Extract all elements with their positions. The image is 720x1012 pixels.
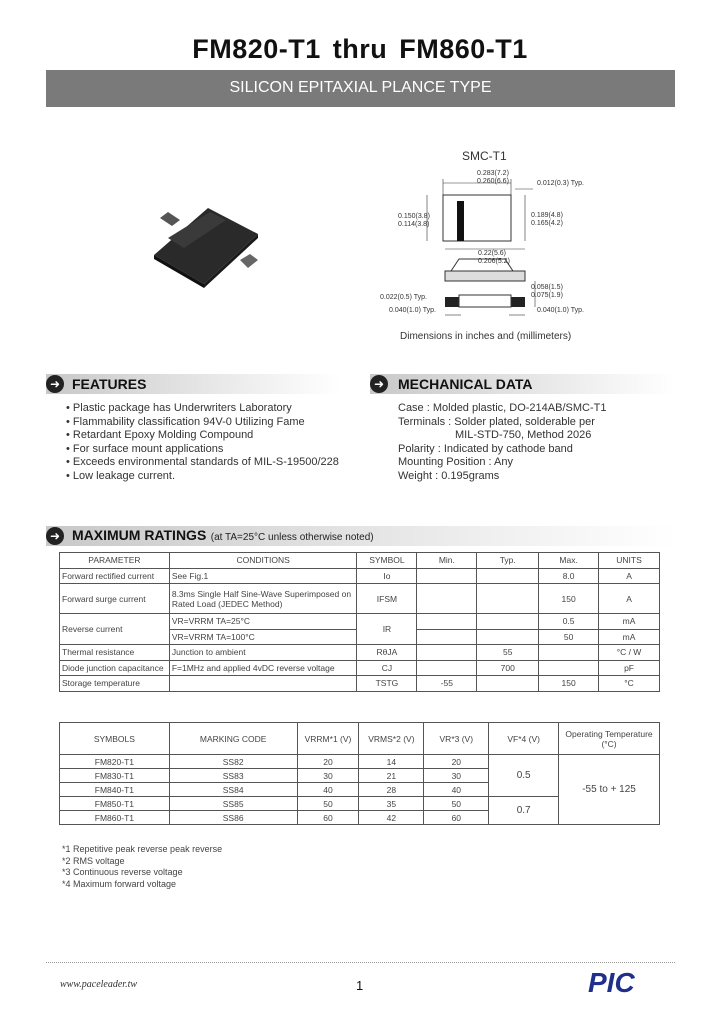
table-row: FM820-T1 SS82 20 14 20 0.5 -55 to + 125 [60, 755, 660, 769]
table-header: SYMBOLS [60, 723, 170, 755]
feature-item: • Flammability classification 94V-0 Utilizing Fame [66, 415, 305, 428]
table-row: Forward rectified current See Fig.1 Io 8.0 A [60, 568, 660, 584]
dim-top-width-max: 0.283(7.2) [477, 170, 509, 177]
mechanical-list [398, 402, 678, 483]
table-row: Diode junction capacitance F=1MHz and applied 4vDC reverse voltage CJ 700 pF [60, 660, 660, 676]
op-temp: -55 to + 125 [559, 755, 660, 825]
feature-item: • Exceeds environmental standards of MIL-S-19500/228 [66, 456, 339, 468]
footer-url[interactable]: www.paceleader.tw [60, 979, 138, 990]
vf-group-1: 0.5 [489, 755, 559, 797]
arrow-circle-icon: ➜ [370, 375, 388, 393]
table-header: UNITS [599, 553, 660, 569]
footnotes [62, 844, 222, 890]
dim-top-width-min: 0.260(6.6) [477, 178, 509, 185]
features-list [66, 402, 356, 483]
table-row: FM830-T1 SS83 30 21 30 [60, 769, 660, 783]
table-header-row [60, 723, 660, 755]
table-row: FM840-T1 SS84 40 28 40 [60, 783, 660, 797]
ratings-table [59, 552, 660, 692]
table-header: CONDITIONS [169, 553, 357, 569]
ratings-heading-row [72, 527, 374, 545]
package-photo [140, 200, 265, 290]
mech-line: Weight : 0.195grams [398, 469, 500, 482]
footer-divider [46, 962, 675, 963]
logo-text: PIC [588, 967, 635, 998]
table-header: Typ. [477, 553, 539, 569]
subtitle: SILICON EPITAXIAL PLANCE TYPE [229, 79, 492, 96]
arrow-circle-icon: ➜ [46, 375, 64, 393]
page-title: FM820-T1 thru FM860-T1 [192, 34, 528, 64]
company-logo [588, 966, 674, 1003]
table-header: MARKING CODE [169, 723, 297, 755]
table-row: FM860-T1 SS86 60 42 60 [60, 811, 660, 825]
table-header: SYMBOL [357, 553, 417, 569]
feature-item: • Plastic package has Underwriters Laboratory [66, 402, 292, 414]
mech-line: Polarity : Indicated by cathode band [398, 442, 573, 455]
dim-bottom-width-min: 0.206(5.2) [478, 258, 510, 265]
dim-bottom-width-max: 0.22(5.6) [478, 250, 507, 257]
table-header: Max. [539, 553, 599, 569]
marking-table [59, 722, 660, 825]
features-heading: FEATURES [72, 376, 147, 392]
ratings-heading: MAXIMUM RATINGS [72, 527, 207, 543]
footnote: *3 Continuous reverse voltage [62, 867, 183, 877]
dim-side-r1: 0.058(1.5) [531, 284, 563, 291]
dim-left-height-max: 0.150(3.8) [398, 213, 430, 220]
package-label: SMC-T1 [462, 149, 507, 163]
table-row: Reverse current VR=VRRM TA=25°C IR 0.5 mA [60, 614, 660, 630]
feature-item: • Retardant Epoxy Molding Compound [66, 429, 254, 441]
table-header: VRRM*1 (V) [297, 723, 359, 755]
dim-lead-right: 0.040(1.0) Typ. [537, 307, 584, 314]
mech-line: Mounting Position : Any [398, 456, 513, 468]
footnote: *4 Maximum forward voltage [62, 878, 177, 889]
dim-lead-thickness: 0.012(0.3) Typ. [537, 180, 584, 187]
page-number: 1 [356, 978, 364, 993]
table-header: Operating Temperature (°C) [559, 723, 660, 755]
dim-right-height-max: 0.189(4.8) [531, 212, 563, 219]
table-row: Storage temperature TSTG -55 150 °C [60, 676, 660, 692]
table-header-row [60, 553, 660, 569]
table-header: PARAMETER [60, 553, 170, 569]
dim-left-height-min: 0.114(3.8) [398, 221, 430, 228]
footnote: *2 RMS voltage [62, 855, 125, 866]
dim-side-left: 0.022(0.5) Typ. [380, 294, 427, 301]
table-row: VR=VRRM TA=100°C 50 mA [60, 629, 660, 645]
dim-lead-left: 0.040(1.0) Typ. [389, 307, 436, 314]
table-header: VF*4 (V) [489, 723, 559, 755]
arrow-circle-icon: ➜ [46, 527, 64, 545]
feature-item: • For surface mount applications [66, 442, 224, 455]
dim-right-height-min: 0.165(4.2) [531, 220, 563, 227]
mech-line: Terminals : Solder plated, solderable per [398, 415, 595, 428]
dimension-caption: Dimensions in inches and (millimeters) [400, 331, 572, 342]
vf-group-2: 0.7 [489, 797, 559, 825]
feature-item: • Low leakage current. [66, 469, 176, 482]
mech-line: Case : Molded plastic, DO-214AB/SMC-T1 [398, 402, 607, 414]
footnote: *1 Repetitive peak reverse peak reverse [62, 844, 223, 854]
dim-side-r2: 0.075(1.9) [531, 292, 563, 299]
table-header: VR*3 (V) [424, 723, 489, 755]
mechanical-heading: MECHANICAL DATA [398, 376, 533, 392]
table-row: Thermal resistance Junction to ambient RθJA 55 °C / W [60, 645, 660, 661]
table-header: Min. [417, 553, 477, 569]
mech-line: MIL-STD-750, Method 2026 [455, 429, 592, 441]
package-dimension-drawing [365, 165, 595, 325]
table-row: Forward surge current 8.3ms Single Half Sine-Wave Superimposed on Rated Load (JEDEC Method) IFSM 150 A [60, 584, 660, 614]
table-row: FM850-T1 SS85 50 35 50 0.7 [60, 797, 660, 811]
ratings-note: (at TA=25°C unless otherwise noted) [210, 532, 374, 543]
table-header: VRMS*2 (V) [359, 723, 424, 755]
